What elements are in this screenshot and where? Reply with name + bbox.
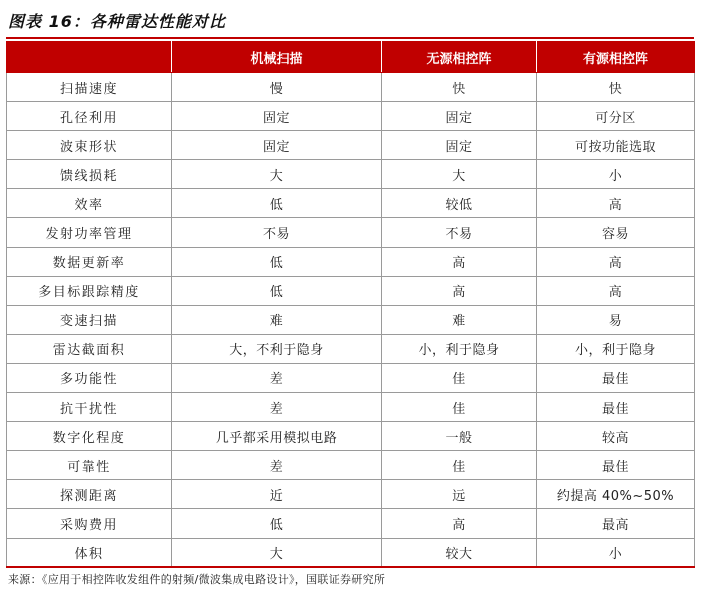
active-array-cell: 小 bbox=[537, 538, 695, 567]
mechanical-scan-cell: 差 bbox=[172, 451, 382, 480]
row-label: 效率 bbox=[7, 189, 172, 218]
mechanical-scan-cell: 差 bbox=[172, 393, 382, 422]
active-array-cell: 快 bbox=[537, 73, 695, 102]
active-array-cell: 高 bbox=[537, 189, 695, 218]
table-row bbox=[7, 451, 695, 480]
passive-array-cell: 远 bbox=[382, 480, 537, 509]
table-row bbox=[7, 247, 695, 276]
active-array-cell: 可按功能选取 bbox=[537, 131, 695, 160]
active-array-cell: 最佳 bbox=[537, 393, 695, 422]
figure-title: 图表 16：各种雷达性能对比 bbox=[8, 12, 226, 31]
table-header-row bbox=[7, 42, 695, 73]
row-label: 馈线损耗 bbox=[7, 160, 172, 189]
passive-array-cell: 较大 bbox=[382, 538, 537, 567]
passive-array-cell: 佳 bbox=[382, 363, 537, 392]
passive-array-cell: 佳 bbox=[382, 451, 537, 480]
table-row bbox=[7, 160, 695, 189]
row-label: 雷达截面积 bbox=[7, 334, 172, 363]
mechanical-scan-cell: 难 bbox=[172, 305, 382, 334]
active-array-cell: 最佳 bbox=[537, 363, 695, 392]
passive-array-cell: 高 bbox=[382, 276, 537, 305]
passive-array-cell: 大 bbox=[382, 160, 537, 189]
mechanical-scan-cell: 大 bbox=[172, 160, 382, 189]
mechanical-scan-cell: 低 bbox=[172, 276, 382, 305]
row-label: 扫描速度 bbox=[7, 73, 172, 102]
mechanical-scan-cell: 大 bbox=[172, 538, 382, 567]
table-row bbox=[7, 131, 695, 160]
row-label: 多目标跟踪精度 bbox=[7, 276, 172, 305]
active-array-cell: 容易 bbox=[537, 218, 695, 247]
table-row bbox=[7, 422, 695, 451]
table-row bbox=[7, 189, 695, 218]
mechanical-scan-cell: 近 bbox=[172, 480, 382, 509]
mechanical-scan-cell: 固定 bbox=[172, 131, 382, 160]
mechanical-scan-cell: 低 bbox=[172, 247, 382, 276]
active-array-cell: 可分区 bbox=[537, 102, 695, 131]
row-label: 可靠性 bbox=[7, 451, 172, 480]
active-array-cell: 易 bbox=[537, 305, 695, 334]
active-array-cell: 高 bbox=[537, 247, 695, 276]
header-mechanical-scan: 机械扫描 bbox=[172, 42, 382, 73]
header-corner-cell bbox=[7, 42, 172, 73]
active-array-cell: 小，利于隐身 bbox=[537, 334, 695, 363]
passive-array-cell: 难 bbox=[382, 305, 537, 334]
passive-array-cell: 不易 bbox=[382, 218, 537, 247]
row-label: 数字化程度 bbox=[7, 422, 172, 451]
row-label: 体积 bbox=[7, 538, 172, 567]
header-passive-array: 无源相控阵 bbox=[382, 42, 537, 73]
mechanical-scan-cell: 慢 bbox=[172, 73, 382, 102]
source-note: 来源：《应用于相控阵收发组件的射频/微波集成电路设计》，国联证券研究所 bbox=[8, 573, 386, 586]
row-label: 发射功率管理 bbox=[7, 218, 172, 247]
active-array-cell: 最高 bbox=[537, 509, 695, 538]
row-label: 采购费用 bbox=[7, 509, 172, 538]
mechanical-scan-cell: 低 bbox=[172, 509, 382, 538]
active-array-cell: 最佳 bbox=[537, 451, 695, 480]
table-row bbox=[7, 334, 695, 363]
row-label: 抗干扰性 bbox=[7, 393, 172, 422]
passive-array-cell: 固定 bbox=[382, 131, 537, 160]
title-divider bbox=[6, 37, 694, 39]
passive-array-cell: 固定 bbox=[382, 102, 537, 131]
radar-comparison-table bbox=[6, 41, 695, 568]
mechanical-scan-cell: 差 bbox=[172, 363, 382, 392]
table-row bbox=[7, 102, 695, 131]
header-active-array: 有源相控阵 bbox=[537, 42, 695, 73]
row-label: 探测距离 bbox=[7, 480, 172, 509]
row-label: 变速扫描 bbox=[7, 305, 172, 334]
table-row bbox=[7, 393, 695, 422]
mechanical-scan-cell: 固定 bbox=[172, 102, 382, 131]
mechanical-scan-cell: 几乎都采用模拟电路 bbox=[172, 422, 382, 451]
passive-array-cell: 小，利于隐身 bbox=[382, 334, 537, 363]
table-row bbox=[7, 218, 695, 247]
passive-array-cell: 佳 bbox=[382, 393, 537, 422]
passive-array-cell: 高 bbox=[382, 247, 537, 276]
table-row bbox=[7, 538, 695, 567]
row-label: 多功能性 bbox=[7, 363, 172, 392]
table-row bbox=[7, 73, 695, 102]
table-row bbox=[7, 305, 695, 334]
mechanical-scan-cell: 大，不利于隐身 bbox=[172, 334, 382, 363]
active-array-cell: 较高 bbox=[537, 422, 695, 451]
row-label: 波束形状 bbox=[7, 131, 172, 160]
active-array-cell: 约提高 40%~50% bbox=[537, 480, 695, 509]
passive-array-cell: 一般 bbox=[382, 422, 537, 451]
passive-array-cell: 快 bbox=[382, 73, 537, 102]
table-row bbox=[7, 480, 695, 509]
passive-array-cell: 较低 bbox=[382, 189, 537, 218]
passive-array-cell: 高 bbox=[382, 509, 537, 538]
table-row bbox=[7, 276, 695, 305]
active-array-cell: 小 bbox=[537, 160, 695, 189]
active-array-cell: 高 bbox=[537, 276, 695, 305]
mechanical-scan-cell: 低 bbox=[172, 189, 382, 218]
mechanical-scan-cell: 不易 bbox=[172, 218, 382, 247]
row-label: 数据更新率 bbox=[7, 247, 172, 276]
table-row bbox=[7, 509, 695, 538]
row-label: 孔径利用 bbox=[7, 102, 172, 131]
table-row bbox=[7, 363, 695, 392]
